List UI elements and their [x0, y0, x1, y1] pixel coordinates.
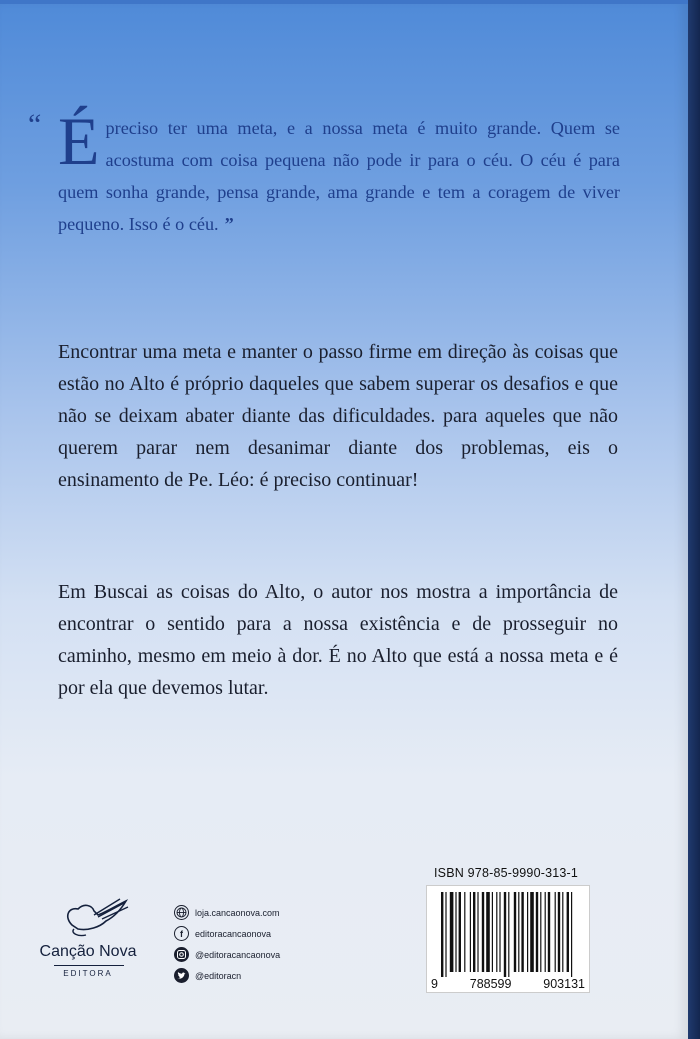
synopsis-paragraph-2: Em Buscai as coisas do Alto, o autor nos mostra a importância de encontrar o sentido para a nossa existência e de prosseguir no caminho, mesmo em meio à dor. É no Alto que está a nossa meta e é por ela que devemos lutar.: [58, 581, 618, 699]
globe-icon: [174, 905, 189, 920]
cover-top-edge: [0, 0, 688, 4]
facebook-icon: f: [174, 926, 189, 941]
quote-text: preciso ter uma meta, e a nossa meta é muito grande. Quem se acostuma com coisa pequena não pode ir para o céu. O céu é para quem sonha grande, pensa grande, ama grande e tem a coragem de viver pequeno. Isso é o céu.: [58, 118, 620, 234]
publisher-logo: [34, 895, 142, 985]
quote-block: [58, 103, 620, 240]
publisher-sub: EDITORA: [63, 969, 113, 978]
synopsis-paragraph-1: Encontrar uma meta e manter o passo firme em direção às coisas que estão no Alto é próprio daqueles que sabem superar os desafios e que não se deixam abater diante das dificuldades. para aqueles que não querem parar nem desanimar diante dos problemas, eis o ensinamento de Pe. Léo: é preciso continuar!: [58, 341, 618, 491]
social-row-twitter[interactable]: [174, 965, 280, 986]
social-row-web[interactable]: [174, 902, 280, 923]
barcode-digits-right: 903131: [543, 977, 585, 991]
social-text-facebook: editoracancaonova: [195, 928, 272, 939]
social-links: [174, 902, 280, 986]
social-row-instagram[interactable]: [174, 944, 280, 965]
isbn-label: ISBN 978-85-9990-313-1: [434, 866, 579, 880]
twitter-icon: [174, 968, 189, 983]
instagram-icon: [174, 947, 189, 962]
barcode: [426, 885, 590, 993]
social-text-twitter: @editoracn: [195, 970, 242, 981]
social-row-facebook[interactable]: [174, 923, 280, 944]
quote-drop-cap: É: [58, 103, 100, 179]
barcode-digits-left: 788599: [469, 977, 512, 991]
barcode-digits: [431, 977, 585, 991]
open-quote-mark: “: [28, 108, 42, 141]
book-spine-edge: [688, 0, 700, 1039]
social-text-instagram: @editoracancaonova: [195, 949, 281, 960]
close-quote-mark: ”: [224, 214, 234, 234]
barcode-bars: [427, 886, 589, 978]
barcode-digit-prefix: 9: [431, 977, 438, 991]
publisher-name: Canção Nova: [39, 943, 137, 960]
logo-divider: [54, 965, 124, 966]
social-text-web: loja.cancaonova.com: [195, 907, 280, 918]
dove-icon: [34, 895, 142, 945]
